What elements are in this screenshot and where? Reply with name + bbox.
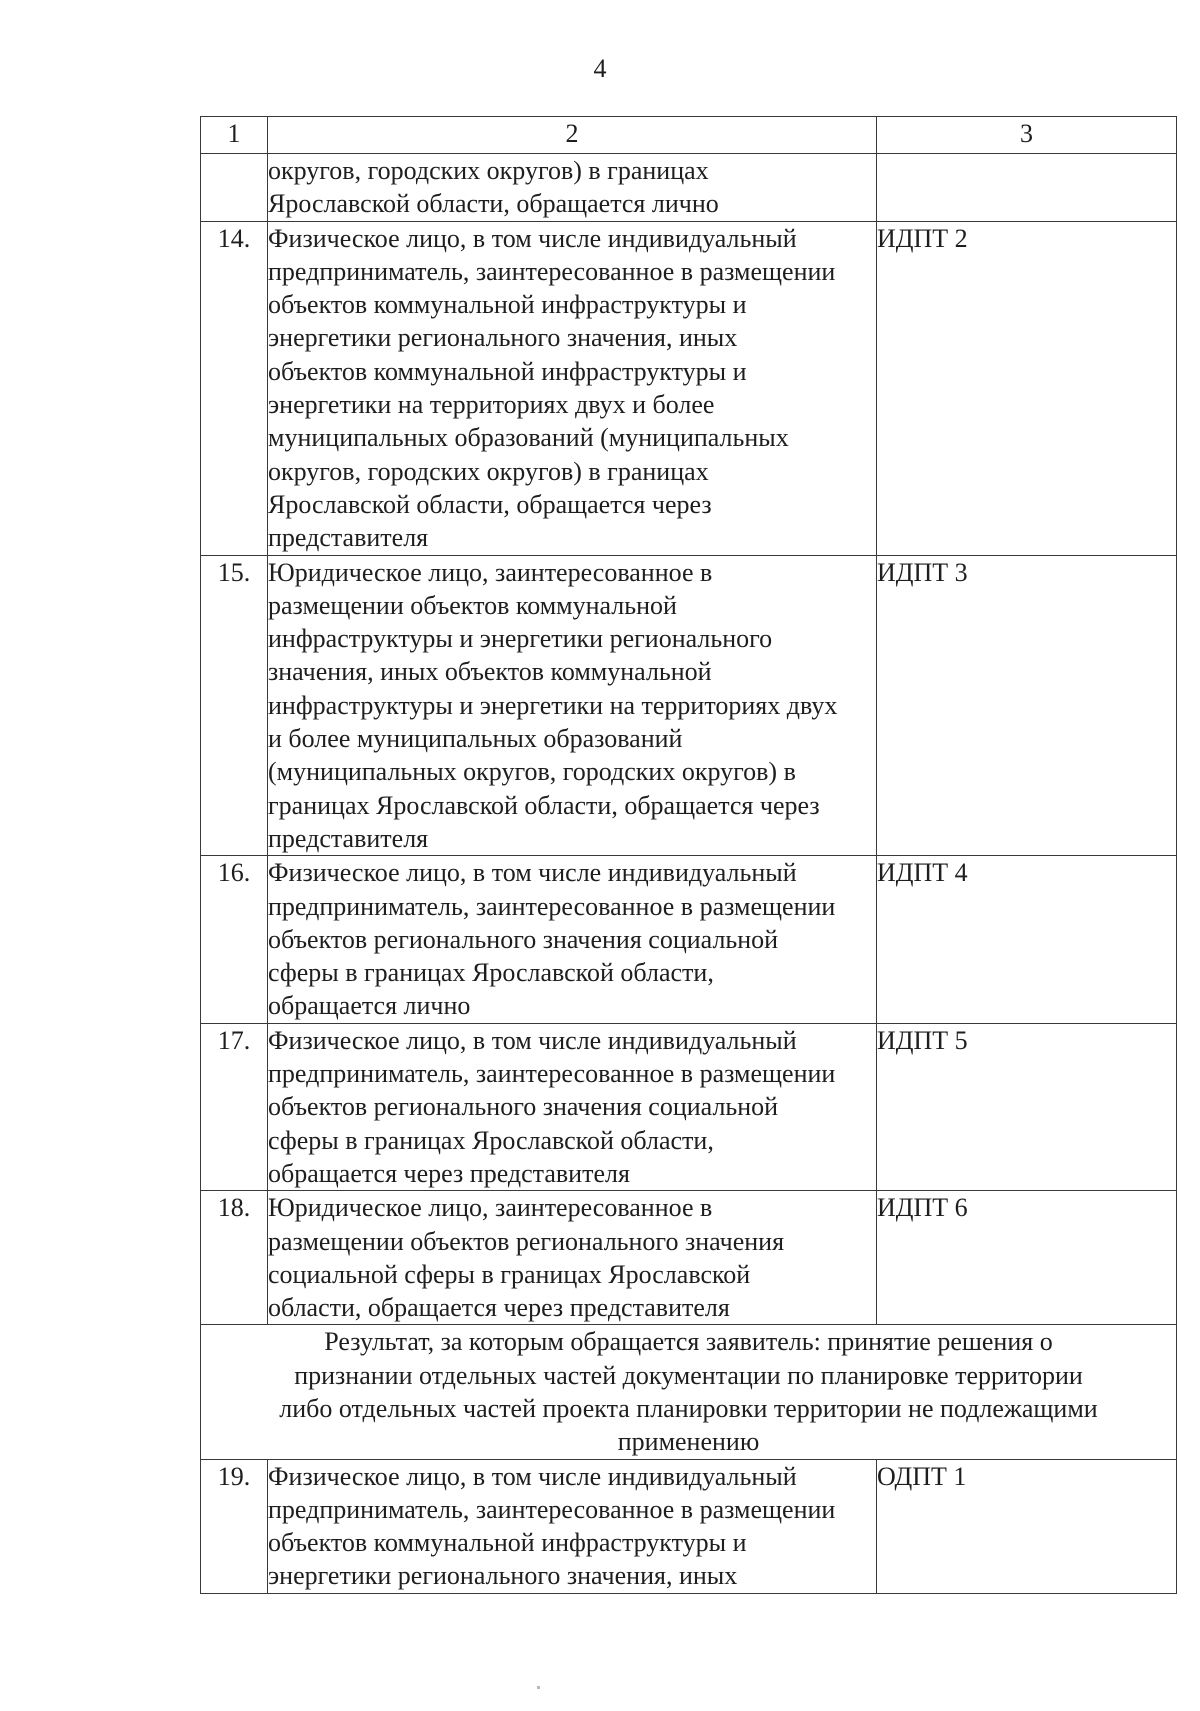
table-row (201, 1459, 1177, 1593)
text-line: энергетики регионального значения, иных (268, 1561, 738, 1591)
text-line: обращается через представителя (268, 1158, 630, 1188)
text-line: обращается лично (268, 991, 471, 1021)
table-row (201, 154, 1177, 222)
text-line: Физическое лицо, в том числе индивидуальный (268, 223, 797, 253)
text-line: Физическое лицо, в том числе индивидуальный (268, 1025, 797, 1055)
row-number (201, 154, 268, 222)
text-line: и более муниципальных образований (268, 724, 683, 754)
text-line: объектов коммунальной инфраструктуры и (268, 1528, 747, 1558)
text-line: признании отдельных частей документации по планировке территории (294, 1360, 1083, 1390)
variant-code (877, 154, 1177, 222)
text-line: сферы в границах Ярославской области, (268, 958, 714, 988)
text-line: предприниматель, заинтересованное в размещении (268, 256, 836, 286)
table-row (201, 555, 1177, 856)
text-line: области, обращается через представителя (268, 1293, 730, 1323)
applicant-description (268, 555, 877, 856)
text-line: Ярославской области, обращается лично (268, 189, 719, 219)
text-line: размещении объектов регионального значения (268, 1226, 785, 1256)
variant-code: ИДПТ 5 (877, 1023, 1177, 1190)
row-number: 19. (201, 1459, 268, 1593)
text-line: округов, городских округов) в границах (268, 456, 709, 486)
text-line: Ярославской области, обращается через (268, 489, 712, 519)
section-heading (201, 1325, 1177, 1459)
text-line: муниципальных образований (муниципальных (268, 423, 789, 453)
text-line: объектов коммунальной инфраструктуры и (268, 356, 747, 386)
variant-code: ИДПТ 2 (877, 221, 1177, 555)
applicant-description (268, 1023, 877, 1190)
text-line: социальной сферы в границах Ярославской (268, 1259, 751, 1289)
page-number: 4 (593, 54, 607, 83)
variant-code: ИДПТ 3 (877, 555, 1177, 856)
text-line: инфраструктуры и энергетики на территориях двух (268, 690, 838, 720)
variant-code: ОДПТ 1 (877, 1459, 1177, 1593)
text-line: энергетики на территориях двух и более (268, 390, 715, 420)
table-row (201, 1023, 1177, 1190)
table-row (201, 856, 1177, 1023)
text-line: Результат, за которым обращается заявитель: принятие решения о (324, 1327, 1053, 1357)
applicant-description (268, 1191, 877, 1325)
variant-code: ИДПТ 4 (877, 856, 1177, 1023)
header-col-2: 2 (268, 117, 877, 154)
text-line: округов, городских округов) в границах (268, 156, 709, 185)
applicant-description (268, 856, 877, 1023)
text-line: предприниматель, заинтересованное в размещении (268, 1494, 836, 1524)
applicant-table (200, 116, 1177, 1594)
row-number: 15. (201, 555, 268, 856)
text-line: инфраструктуры и энергетики регионального (268, 624, 773, 654)
row-number: 14. (201, 221, 268, 555)
applicant-description (268, 221, 877, 555)
text-line: представителя (268, 823, 429, 853)
row-number: 16. (201, 856, 268, 1023)
variant-code: ИДПТ 6 (877, 1191, 1177, 1325)
text-line: границах Ярославской области, обращается через (268, 790, 820, 820)
row-number: 17. (201, 1023, 268, 1190)
text-line: сферы в границах Ярославской области, (268, 1125, 714, 1155)
table-header-row (201, 117, 1177, 154)
text-line: объектов регионального значения социальной (268, 924, 779, 954)
text-line: Физическое лицо, в том числе индивидуальный (268, 858, 797, 888)
text-line: представителя (268, 523, 429, 553)
text-line: значения, иных объектов коммунальной (268, 657, 712, 687)
text-line: Физическое лицо, в том числе индивидуальный (268, 1461, 797, 1491)
text-line: Юридическое лицо, заинтересованное в (268, 1193, 713, 1223)
text-line: размещении объектов коммунальной (268, 590, 677, 620)
section-row (201, 1325, 1177, 1459)
table-row (201, 221, 1177, 555)
table-row (201, 1191, 1177, 1325)
text-line: (муниципальных округов, городских округов) в (268, 757, 796, 787)
text-line: Юридическое лицо, заинтересованное в (268, 557, 713, 587)
text-line: объектов регионального значения социальной (268, 1092, 779, 1122)
text-line: либо отдельных частей проекта планировки территории не подлежащими (279, 1393, 1098, 1423)
scan-speck (537, 1686, 540, 1689)
text-line: предприниматель, заинтересованное в размещении (268, 891, 836, 921)
text-line: энергетики регионального значения, иных (268, 323, 738, 353)
applicant-description (268, 1459, 877, 1593)
applicant-description (268, 154, 877, 222)
header-col-1: 1 (201, 117, 268, 154)
text-line: объектов коммунальной инфраструктуры и (268, 290, 747, 320)
text-line: применению (617, 1427, 760, 1457)
text-line: предприниматель, заинтересованное в размещении (268, 1059, 836, 1089)
row-number: 18. (201, 1191, 268, 1325)
header-col-3: 3 (877, 117, 1177, 154)
